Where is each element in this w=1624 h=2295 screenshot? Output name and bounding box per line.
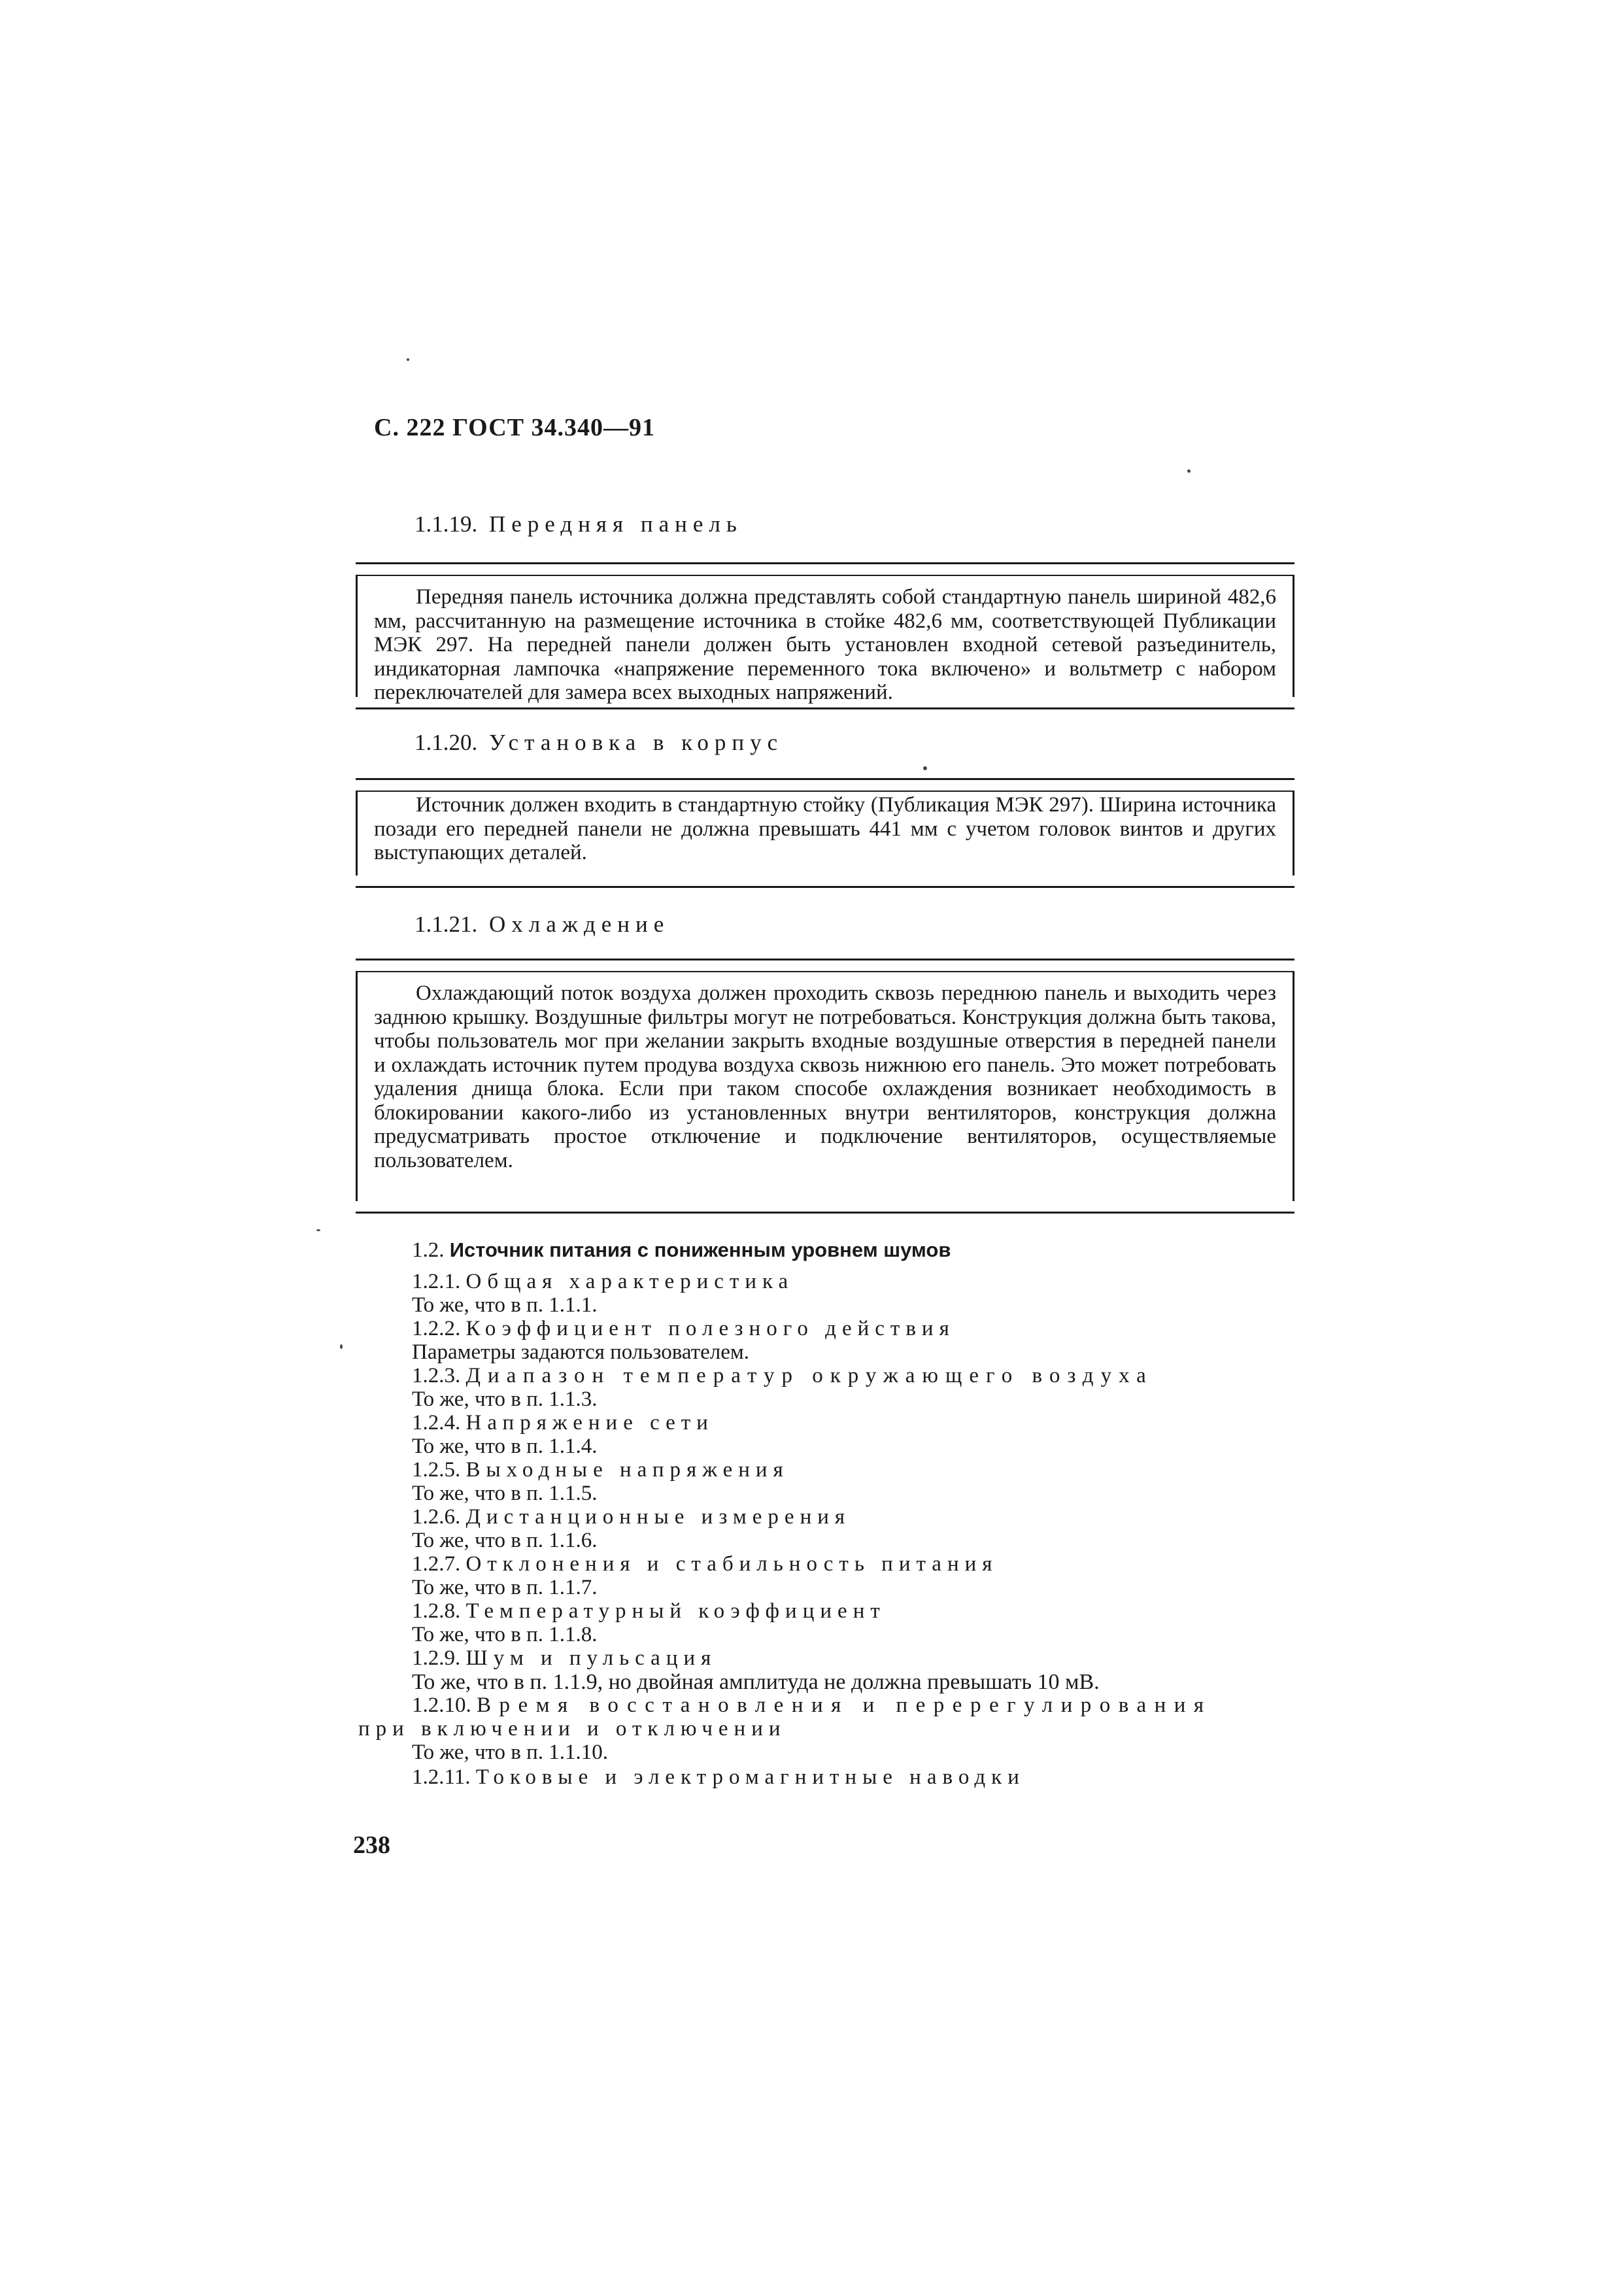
item-number: 1.2.2. [412, 1317, 461, 1340]
section-heading: Охлаждение [489, 911, 670, 937]
item-body: То же, что в п. 1.1.3. [412, 1387, 598, 1411]
item-number: 1.2.10. [412, 1693, 471, 1717]
item-body: То же, что в п. 1.1.10. [412, 1741, 609, 1764]
item-title [412, 1693, 1212, 1718]
subsection-number: 1.2. [412, 1238, 445, 1262]
item-heading: Дистанционные измерения [465, 1505, 851, 1529]
paragraph: Передняя панель источника должна представлять собой стандартную панель шириной 482,6 мм, рассчитанную на размещение источника в стойке 482,6 мм, соответствующей Публикации МЭК 297. На передней панели должен быть установлен входной сетевой разъединитель, индикаторная лампочка «напряжение переменного тока включено» и вольтметр с набором переключателей для замера всех выходных напряжений. [374, 585, 1276, 704]
item-title-continuation [358, 1717, 787, 1741]
section-text [374, 793, 1276, 865]
item-body: То же, что в п. 1.1.6. [412, 1529, 598, 1552]
item-number: 1.2.4. [412, 1411, 461, 1435]
section-text [374, 585, 1276, 705]
item-heading: Температурный коэффициент [465, 1599, 886, 1623]
item-title [412, 1458, 789, 1482]
boxed-paragraph [356, 959, 1294, 1214]
item-body: То же, что в п. 1.1.1. [412, 1293, 598, 1317]
scan-speck [340, 1344, 343, 1349]
item-heading: Отклонения и стабильность питания [465, 1552, 998, 1576]
section-number: 1.1.20. [414, 730, 478, 755]
item-heading: Шум и пульсация [465, 1646, 717, 1670]
item-heading: Диапазон температур окружающего воздуха [465, 1364, 1153, 1387]
scan-speck [407, 358, 409, 361]
page-number: 238 [353, 1831, 390, 1859]
item-number: 1.2.9. [412, 1646, 461, 1670]
frame-rule [356, 971, 1294, 972]
item-number: 1.2.11. [412, 1765, 471, 1789]
item-title [412, 1765, 1025, 1790]
section-title [414, 730, 783, 756]
item-body: Параметры задаются пользователем. [412, 1340, 749, 1364]
paragraph: Источник должен входить в стандартную стойку (Публикация МЭК 297). Ширина источника позади его передней панели не должна превышать 441 мм с учетом головок винтов и других выступающих деталей. [374, 793, 1276, 864]
section-number: 1.1.21. [414, 911, 478, 937]
item-body: То же, что в п. 1.1.8. [412, 1623, 598, 1646]
scan-speck [1187, 469, 1191, 473]
section-title [414, 511, 743, 537]
item-title [412, 1411, 714, 1435]
scan-speck [316, 1229, 320, 1231]
boxed-paragraph [356, 778, 1294, 888]
item-title [412, 1364, 1153, 1388]
scan-speck [923, 766, 927, 770]
item-heading: Коэффициент полезного действия [465, 1317, 955, 1340]
item-heading: Время восстановления и перерегулирования [477, 1693, 1212, 1717]
section-heading: Установка в корпус [489, 730, 784, 755]
item-body: То же, что в п. 1.1.7. [412, 1576, 598, 1599]
item-title [412, 1270, 794, 1294]
item-heading: при включении и отключении [358, 1717, 787, 1741]
item-heading: Токовые и электромагнитные наводки [475, 1765, 1025, 1789]
section-text [374, 981, 1276, 1172]
item-title [412, 1505, 851, 1529]
paragraph: Охлаждающий поток воздуха должен проходить сквозь переднюю панель и выходить через заднюю крышку. Воздушные фильтры могут не потребоваться. Конструкция должна быть такова, чтобы пользователь мог при желании закрыть входные воздушные отверстия в передней панели и охлаждать источник путем продува воздуха сквозь нижнюю его панель. Это может потребовать удаления днища блока. Если при таком способе охлаждения возникает необходимость в блокировании какого-либо из установленных внутри вентиляторов, конструкция должна предусматривать простое отключение и подключение вентиляторов, осуществляемые пользователем. [374, 981, 1276, 1172]
item-title [412, 1552, 998, 1576]
section-number: 1.1.19. [414, 511, 478, 537]
boxed-paragraph [356, 562, 1294, 709]
item-number: 1.2.7. [412, 1552, 461, 1576]
item-number: 1.2.1. [412, 1270, 461, 1293]
item-title [412, 1599, 886, 1624]
section-heading: Передняя панель [489, 511, 743, 537]
item-number: 1.2.6. [412, 1505, 461, 1529]
item-body: То же, что в п. 1.1.5. [412, 1482, 598, 1505]
item-title [412, 1646, 717, 1671]
item-number: 1.2.5. [412, 1458, 461, 1482]
item-number: 1.2.3. [412, 1364, 461, 1387]
section-title [414, 911, 669, 938]
item-body: То же, что в п. 1.1.4. [412, 1435, 598, 1458]
subsection-heading: Источник питания с пониженным уровнем шумов [449, 1238, 951, 1261]
page-header: С. 222 ГОСТ 34.340—91 [374, 414, 655, 441]
subsection-title [412, 1238, 951, 1263]
item-heading: Выходные напряжения [465, 1458, 789, 1482]
item-heading: Общая характеристика [465, 1270, 794, 1293]
frame-rule [356, 575, 1294, 576]
item-heading: Напряжение сети [465, 1411, 714, 1435]
frame-rule [356, 790, 1294, 792]
item-body: То же, что в п. 1.1.9, но двойная амплитуда не должна превышать 10 мВ. [412, 1670, 1100, 1694]
item-title [412, 1317, 955, 1341]
item-number: 1.2.8. [412, 1599, 461, 1623]
